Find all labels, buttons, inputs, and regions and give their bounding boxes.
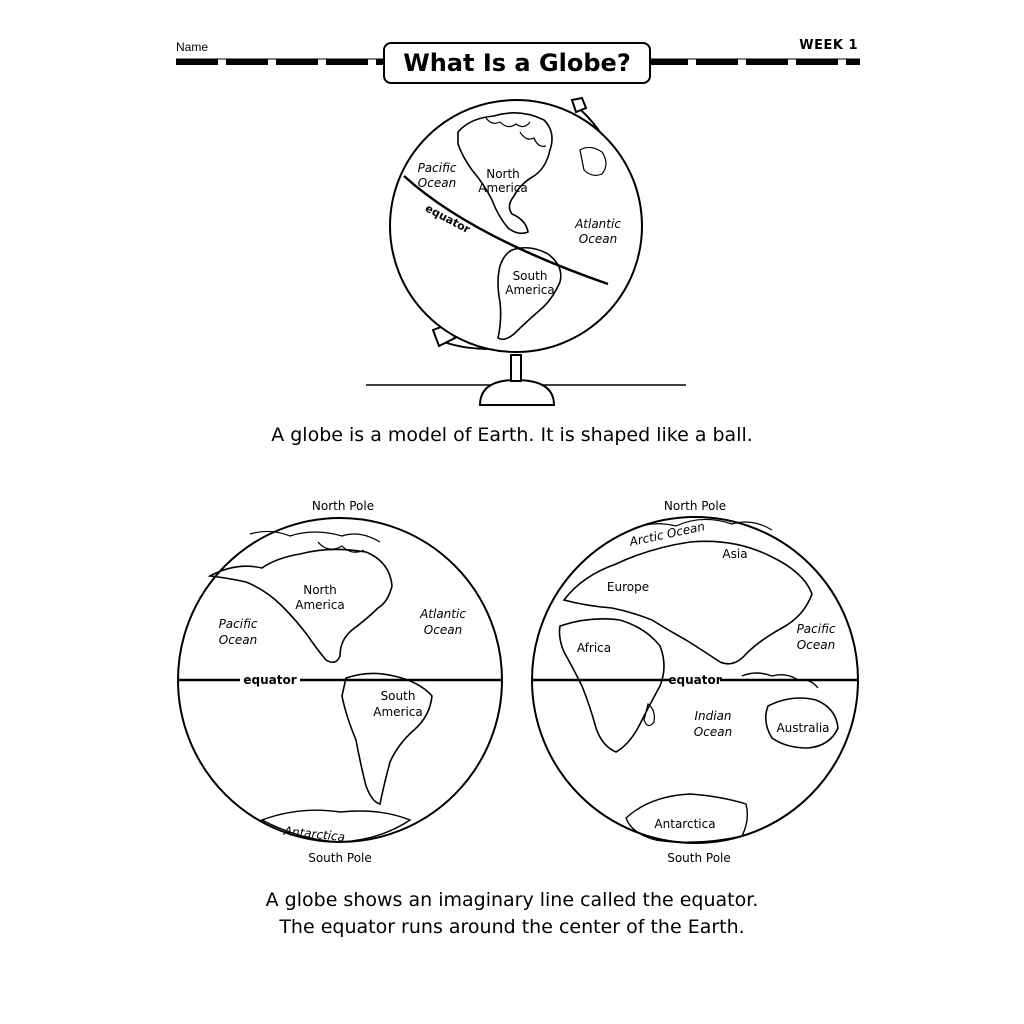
globe-atlantic-2: Ocean xyxy=(578,232,618,246)
globe-stem xyxy=(511,355,521,381)
west-pacific-2: Ocean xyxy=(218,633,258,647)
globe-base xyxy=(480,380,554,405)
east-south-pole: South Pole xyxy=(667,851,731,865)
west-north-pole: North Pole xyxy=(311,499,375,513)
east-pacific-2: Ocean xyxy=(796,638,836,652)
globe-caption: A globe is a model of Earth. It is shaped like a ball. xyxy=(271,424,753,446)
east-australia-label: Australia xyxy=(776,721,830,735)
west-equator-label: equator xyxy=(243,673,297,687)
globe-south-america-1: South xyxy=(512,269,548,283)
east-indian-1: Indian xyxy=(694,709,732,723)
globe-north-america-2: America xyxy=(478,181,528,195)
west-south-pole: South Pole xyxy=(308,851,372,865)
east-arctic-label: Arctic Ocean xyxy=(628,519,707,549)
east-africa-label: Africa xyxy=(576,641,612,655)
western-hemisphere-map xyxy=(0,490,520,870)
east-antarctica-label: Antarctica xyxy=(654,817,716,831)
globe-north-america-1: North xyxy=(486,167,520,181)
west-north-america-1: North xyxy=(303,583,337,597)
west-atlantic-2: Ocean xyxy=(423,623,463,637)
name-label: Name xyxy=(176,40,209,54)
east-pacific-1: Pacific xyxy=(796,622,836,636)
west-pacific-1: Pacific xyxy=(218,617,258,631)
bottom-caption-line1: A globe shows an imaginary line called the equator. xyxy=(265,889,759,911)
globe-south-america-2: America xyxy=(505,283,555,297)
east-equator-label: equator xyxy=(668,673,722,687)
globe-equator-label: equator xyxy=(423,201,473,237)
bottom-caption-line2: The equator runs around the center of the Earth. xyxy=(279,916,745,938)
page-title: What Is a Globe? xyxy=(383,42,651,84)
west-atlantic-1: Atlantic xyxy=(420,607,466,621)
eastern-hemisphere-map xyxy=(520,490,880,870)
west-south-america-1: South xyxy=(380,689,416,703)
east-north-pole: North Pole xyxy=(663,499,727,513)
west-antarctica-label: Antarctica xyxy=(283,823,346,845)
west-north-america-2: America xyxy=(295,598,345,612)
week-label: WEEK 1 xyxy=(799,38,858,53)
east-indian-2: Ocean xyxy=(693,725,733,739)
east-europe-label: Europe xyxy=(606,580,650,594)
globe-atlantic-1: Atlantic xyxy=(575,217,621,231)
west-south-america-2: America xyxy=(373,705,423,719)
globe-pacific-2: Ocean xyxy=(417,176,457,190)
globe-pacific-1: Pacific xyxy=(417,161,457,175)
east-asia-label: Asia xyxy=(722,547,748,561)
